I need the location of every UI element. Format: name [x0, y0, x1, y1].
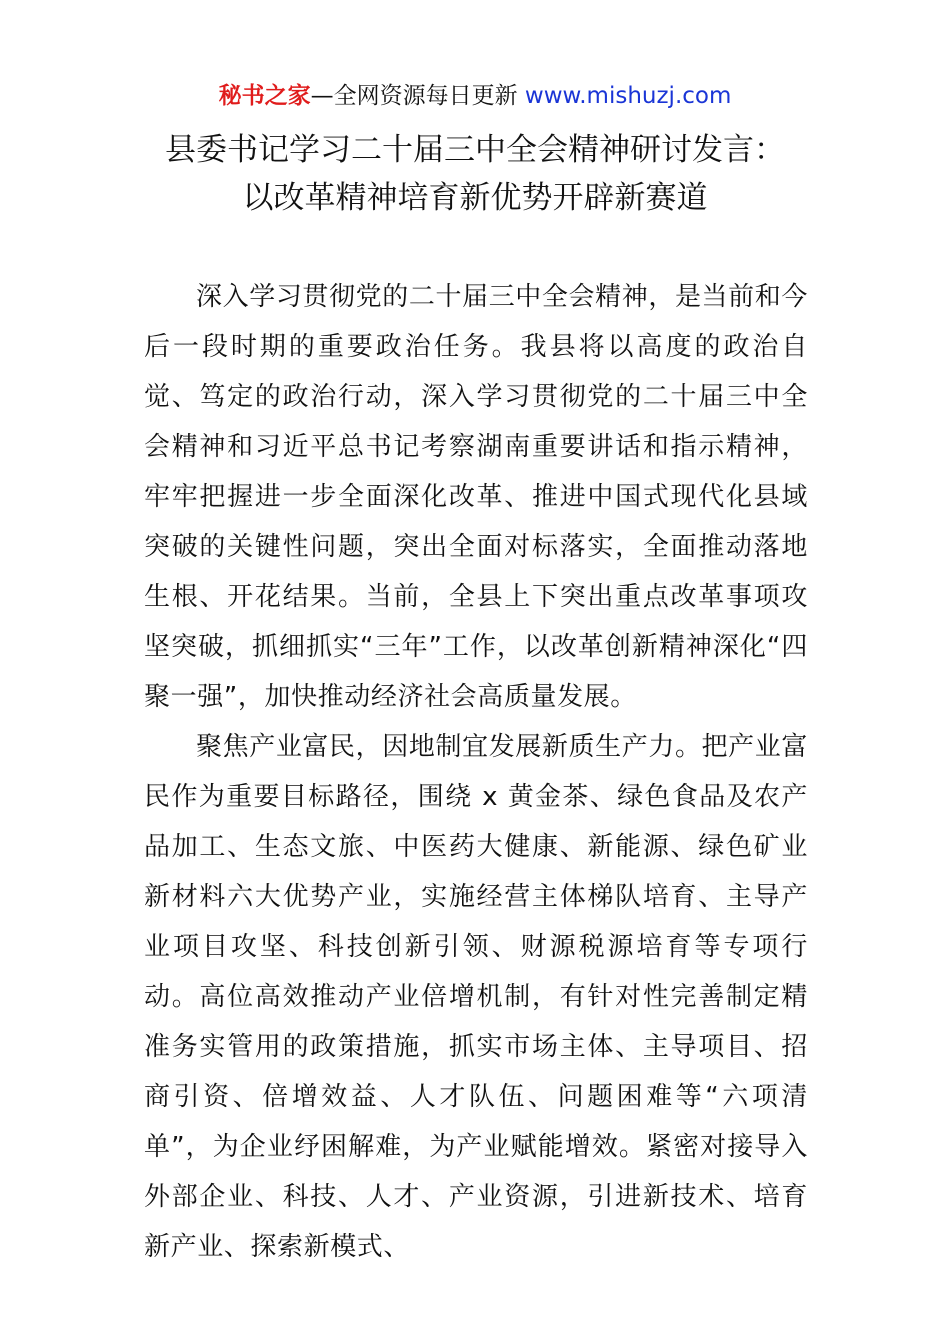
body-paragraph-2: 聚焦产业富民，因地制宜发展新质生产力。把产业富民作为重要目标路径，围绕 x 黄金茶、绿色食品及农产品加工、生态文旅、中医药大健康、新能源、绿色矿业新材料六大优势产业，实施经营主体梯队培育、主导产业项目攻坚、科技创新引领、财源税源培育等专项行动。高位高效推动产业倍增机制，有针对性完善制定精准务实管用的政策措施，抓实市场主体、主导项目、招商引资、倍增效益、人才队伍、问题困难等“六项清单”，为企业纾困解难，为产业赋能增效。紧密对接导入外部企业、科技、人才、产业资源，引进新技术、培育新产业、探索新模式、	[144, 732, 808, 1262]
body-paragraph-1: 深入学习贯彻党的二十届三中全会精神，是当前和今后一段时期的重要政治任务。我县将以高度的政治自觉、笃定的政治行动，深入学习贯彻党的二十届三中全会精神和习近平总书记考察湖南重要讲话和指示精神，牢牢把握进一步全面深化改革、推进中国式现代化县域突破的关键性问题，突出全面对标落实，全面推动落地生根、开花结果。当前，全县上下突出重点改革事项攻坚突破，抓细抓实“三年”工作，以改革创新精神深化“四聚一强”，加快推动经济社会高质量发展。	[144, 282, 808, 712]
site-header	[0, 80, 950, 112]
document-title	[0, 126, 950, 222]
document-body	[144, 272, 808, 1272]
site-url-link[interactable]: www.mishuzj.com	[524, 83, 732, 109]
site-brand: 秘书之家	[218, 83, 311, 109]
title-line-1: 县委书记学习二十届三中全会精神研讨发言：	[165, 132, 785, 168]
title-line-2: 以改革精神培育新优势开辟新赛道	[242, 180, 708, 216]
site-tagline: —全网资源每日更新	[310, 83, 525, 109]
